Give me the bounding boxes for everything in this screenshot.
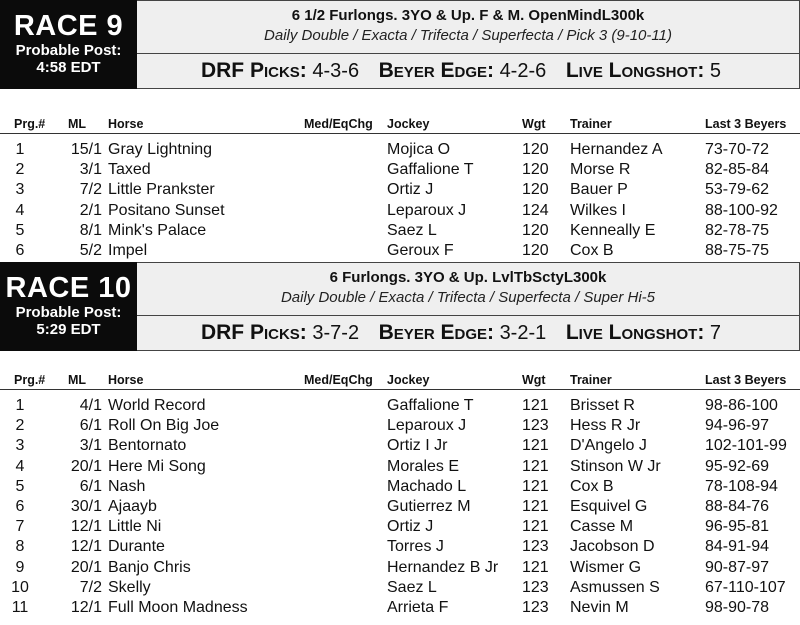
entry-horse: Here Mi Song	[108, 457, 206, 475]
entry-trainer: D'Angelo J	[570, 437, 647, 455]
entry-wgt: 121	[522, 437, 549, 455]
entry-horse: Ajaayb	[108, 497, 157, 515]
race-info-top	[137, 263, 799, 316]
entry-jockey: Mojica O	[387, 141, 451, 158]
entry-prg: 1	[15, 141, 25, 158]
entry-horse: Nash	[108, 477, 146, 495]
col-wgt: Wgt	[522, 117, 546, 131]
col-beyers: Last 3 Beyers	[705, 373, 787, 387]
entry-beyers: 73-70-72	[705, 141, 770, 158]
race-conditions: 6 Furlongs. 3YO & Up. LvlTbSctyL300k	[329, 269, 607, 286]
entry-wgt: 121	[522, 397, 549, 414]
picks-line	[137, 316, 799, 350]
entry-jockey: Hernandez B Jr	[387, 558, 499, 576]
table-row	[0, 477, 800, 497]
entry-trainer: Kenneally E	[570, 221, 656, 239]
table-row	[0, 558, 800, 578]
table-row	[0, 537, 800, 557]
entry-ml: 30/1	[70, 497, 102, 515]
entry-jockey: Ortiz J	[387, 518, 434, 536]
table-row	[0, 517, 800, 537]
entry-jockey: Saez L	[387, 221, 437, 239]
entry-beyers: 88-84-76	[705, 497, 770, 515]
entry-wgt: 121	[522, 518, 549, 536]
live-longshot-label: Live Longshot:	[565, 321, 705, 344]
table-row	[0, 140, 800, 160]
table-row	[0, 578, 800, 598]
beyer-edge-value: 4-2-6	[499, 60, 547, 82]
entry-jockey: Ortiz J	[387, 181, 434, 199]
entry-horse: Positano Sunset	[108, 201, 225, 219]
entry-beyers: 95-92-69	[705, 457, 770, 475]
table-row	[0, 497, 800, 517]
entry-horse: Full Moon Madness	[108, 598, 248, 616]
entry-horse: Impel	[108, 241, 148, 259]
entry-trainer: Wilkes I	[570, 201, 626, 219]
entry-prg: 8	[15, 538, 25, 556]
entry-trainer: Esquivel G	[570, 497, 648, 515]
entry-horse: Durante	[108, 538, 165, 556]
entry-prg: 6	[15, 497, 25, 515]
entry-beyers: 98-90-78	[705, 598, 770, 616]
entry-beyers: 53-79-62	[705, 181, 770, 199]
entry-wgt: 123	[522, 538, 549, 556]
live-longshot-value: 7	[709, 322, 722, 344]
col-ml: ML	[68, 117, 87, 131]
entry-beyers: 67-110-107	[705, 578, 786, 596]
col-jockey: Jockey	[387, 117, 430, 131]
col-med: Med/EqChg	[304, 373, 373, 387]
entry-beyers: 82-85-84	[705, 161, 770, 179]
entry-jockey: Gaffalione T	[387, 397, 474, 414]
entry-wgt: 120	[522, 241, 549, 259]
col-prg: Prg.#	[14, 373, 46, 387]
entry-prg: 5	[15, 477, 25, 495]
entry-wgt: 121	[522, 497, 549, 515]
column-headers	[0, 370, 800, 390]
entry-beyers: 90-87-97	[705, 558, 770, 576]
entry-trainer: Nevin M	[570, 598, 629, 616]
entry-trainer: Casse M	[570, 518, 634, 536]
col-prg: Prg.#	[14, 117, 46, 131]
entry-wgt: 124	[522, 201, 549, 219]
entries-list	[0, 396, 800, 618]
drf-picks-label: DRF Picks:	[200, 59, 307, 82]
entry-beyers: 88-100-92	[705, 201, 778, 219]
entry-prg: 4	[15, 201, 25, 219]
entry-wgt: 121	[522, 477, 549, 495]
race-conditions: 6 1/2 Furlongs. 3YO & Up. F & M. OpenMindL300k	[291, 7, 645, 24]
entry-horse: Gray Lightning	[108, 141, 213, 158]
entry-beyers: 78-108-94	[705, 477, 778, 495]
entry-trainer: Bauer P	[570, 181, 628, 199]
entry-ml: 6/1	[79, 477, 102, 495]
entry-jockey: Arrieta F	[387, 598, 449, 616]
col-jockey: Jockey	[387, 373, 430, 387]
entry-jockey: Ortiz I Jr	[387, 437, 448, 455]
entry-ml: 7/2	[79, 181, 102, 199]
entry-trainer: Asmussen S	[570, 578, 660, 596]
entry-trainer: Stinson W Jr	[570, 457, 661, 475]
beyer-edge-label: Beyer Edge:	[378, 59, 494, 82]
race-header	[0, 262, 800, 362]
race-title: RACE 10	[5, 272, 132, 304]
table-row	[0, 160, 800, 180]
race-wagers: Daily Double / Exacta / Trifecta / Superfecta / Pick 3 (9-10-11)	[264, 27, 672, 44]
race-number-box	[0, 0, 137, 89]
entry-jockey: Morales E	[387, 457, 460, 475]
entry-beyers: 82-78-75	[705, 221, 770, 239]
entry-ml: 20/1	[70, 457, 102, 475]
entry-wgt: 123	[522, 598, 549, 616]
entry-trainer: Morse R	[570, 161, 631, 179]
entry-trainer: Brisset R	[570, 397, 635, 414]
race-info-box	[137, 262, 800, 351]
drf-picks-value: 3-7-2	[312, 322, 360, 344]
entry-wgt: 120	[522, 161, 549, 179]
entry-wgt: 121	[522, 457, 549, 475]
race-number-box	[0, 262, 137, 351]
col-ml: ML	[68, 373, 87, 387]
entry-horse: Taxed	[108, 161, 151, 179]
beyer-edge-label: Beyer Edge:	[378, 321, 494, 344]
post-time: 5:29 EDT	[36, 321, 101, 338]
entry-ml: 4/1	[79, 397, 102, 414]
col-horse: Horse	[108, 373, 144, 387]
race-header	[0, 0, 800, 100]
live-longshot-value: 5	[709, 60, 722, 82]
post-label: Probable Post:	[15, 42, 122, 59]
entry-ml: 12/1	[70, 538, 102, 556]
col-wgt: Wgt	[522, 373, 546, 387]
picks-line	[137, 54, 799, 88]
entry-ml: 20/1	[70, 558, 102, 576]
column-headers	[0, 114, 800, 134]
entry-beyers: 88-75-75	[705, 241, 770, 259]
table-row	[0, 180, 800, 200]
entry-prg: 4	[15, 457, 25, 475]
race-10-section	[0, 262, 800, 616]
entry-jockey: Gaffalione T	[387, 161, 474, 179]
entry-trainer: Wismer G	[570, 558, 642, 576]
entry-horse: Mink's Palace	[108, 221, 207, 239]
table-row	[0, 396, 800, 416]
col-beyers: Last 3 Beyers	[705, 117, 787, 131]
col-horse: Horse	[108, 117, 144, 131]
col-trainer: Trainer	[570, 373, 612, 387]
entry-prg: 10	[11, 578, 29, 596]
entry-wgt: 120	[522, 181, 549, 199]
table-row	[0, 221, 800, 241]
entry-beyers: 98-86-100	[705, 397, 778, 414]
race-title: RACE 9	[13, 10, 124, 42]
drf-picks-value: 4-3-6	[312, 60, 360, 82]
entry-ml: 12/1	[70, 598, 102, 616]
entry-jockey: Gutierrez M	[387, 497, 471, 515]
entry-horse: Bentornato	[108, 437, 187, 455]
entry-ml: 3/1	[79, 437, 102, 455]
table-row	[0, 201, 800, 221]
entry-horse: Banjo Chris	[108, 558, 191, 576]
entry-horse: Roll On Big Joe	[108, 417, 220, 435]
entry-jockey: Leparoux J	[387, 201, 467, 219]
entry-wgt: 123	[522, 578, 549, 596]
entry-prg: 2	[15, 161, 25, 179]
entry-prg: 11	[11, 598, 29, 616]
entry-jockey: Saez L	[387, 578, 437, 596]
table-row	[0, 436, 800, 456]
post-time: 4:58 EDT	[36, 59, 101, 76]
entry-beyers: 102-101-99	[705, 437, 787, 455]
entry-prg: 6	[15, 241, 25, 259]
entry-wgt: 121	[522, 558, 549, 576]
entry-ml: 8/1	[79, 221, 102, 239]
entry-prg: 7	[15, 518, 25, 536]
entry-beyers: 84-91-94	[705, 538, 770, 556]
entry-jockey: Machado L	[387, 477, 467, 495]
entry-ml: 2/1	[79, 201, 102, 219]
col-med: Med/EqChg	[304, 117, 373, 131]
entry-jockey: Geroux F	[387, 241, 454, 259]
table-row	[0, 598, 800, 618]
entry-horse: Skelly	[108, 578, 151, 596]
race-9-section	[0, 0, 800, 259]
entry-jockey: Torres J	[387, 538, 444, 556]
entry-prg: 3	[15, 181, 25, 199]
entry-prg: 3	[15, 437, 25, 455]
entry-beyers: 96-95-81	[705, 518, 770, 536]
entry-prg: 2	[15, 417, 25, 435]
entry-prg: 9	[15, 558, 25, 576]
entry-beyers: 94-96-97	[705, 417, 770, 435]
race-info-box	[137, 0, 800, 89]
entry-wgt: 120	[522, 221, 549, 239]
entry-ml: 6/1	[79, 417, 102, 435]
beyer-edge-value: 3-2-1	[499, 322, 547, 344]
entry-prg: 1	[15, 397, 25, 414]
entry-horse: Little Prankster	[108, 181, 215, 199]
entry-ml: 7/2	[79, 578, 102, 596]
table-row	[0, 241, 800, 261]
entry-horse: Little Ni	[108, 518, 162, 536]
entry-trainer: Jacobson D	[570, 538, 655, 556]
entry-ml: 12/1	[70, 518, 102, 536]
race-wagers: Daily Double / Exacta / Trifecta / Superfecta / Super Hi-5	[280, 289, 656, 306]
entry-wgt: 120	[522, 141, 549, 158]
table-row	[0, 416, 800, 436]
post-label: Probable Post:	[15, 304, 122, 321]
drf-picks-label: DRF Picks:	[200, 321, 307, 344]
race-info-top	[137, 1, 799, 54]
live-longshot-label: Live Longshot:	[565, 59, 705, 82]
entry-ml: 5/2	[79, 241, 102, 259]
entry-horse: World Record	[108, 397, 206, 414]
table-row	[0, 457, 800, 477]
entry-jockey: Leparoux J	[387, 417, 467, 435]
entry-trainer: Hess R Jr	[570, 417, 641, 435]
entry-ml: 15/1	[70, 141, 102, 158]
entries-list	[0, 140, 800, 261]
entry-trainer: Cox B	[570, 477, 614, 495]
col-trainer: Trainer	[570, 117, 612, 131]
entry-trainer: Hernandez A	[570, 141, 663, 158]
entry-trainer: Cox B	[570, 241, 614, 259]
entry-ml: 3/1	[79, 161, 102, 179]
entry-prg: 5	[15, 221, 25, 239]
entry-wgt: 123	[522, 417, 549, 435]
